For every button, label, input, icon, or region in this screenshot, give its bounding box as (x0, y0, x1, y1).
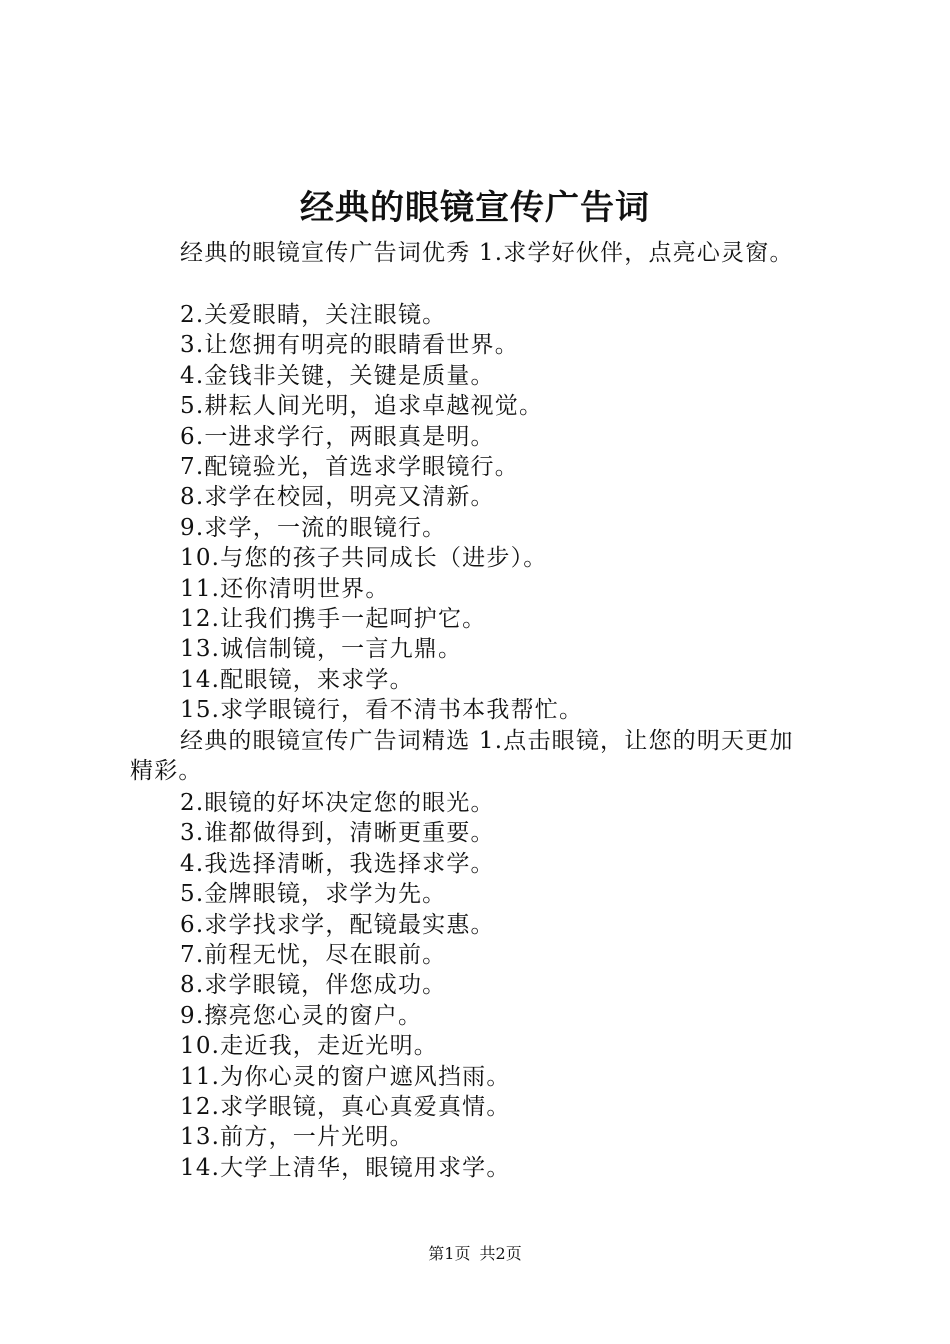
list-item: 7.配镜验光，首选求学眼镜行。 (180, 453, 519, 480)
list-item: 3.谁都做得到，清晰更重要。 (180, 820, 495, 847)
list-item: 6.求学找求学，配镜最实惠。 (180, 911, 495, 938)
list-item: 9.求学，一流的眼镜行。 (180, 514, 447, 541)
list-item: 2.关爱眼睛，关注眼镜。 (180, 302, 447, 328)
list-item: 8.求学在校园，明亮又清新。 (180, 484, 495, 511)
list-item: 14.大学上清华，眼镜用求学。 (180, 1154, 511, 1181)
section2-list (130, 788, 830, 1183)
list-item: 10.与您的孩子共同成长（进步）。 (180, 545, 548, 572)
list-item: 13.前方，一片光明。 (180, 1124, 414, 1151)
list-item: 13.诚信制镜，一言九鼎。 (180, 636, 463, 663)
section2-intro-line1: 经典的眼镜宣传广告词精选 1.点击眼镜，让您的明天更加 (180, 728, 794, 754)
document-title: 经典的眼镜宣传广告词 (300, 188, 650, 228)
list-item: 5.金牌眼镜，求学为先。 (180, 881, 447, 908)
page-total: 共2页 (479, 1244, 522, 1263)
section2-intro-line2: 精彩。 (130, 758, 203, 785)
list-item: 4.金钱非关键，关键是质量。 (180, 362, 495, 389)
list-item: 5.耕耘人间光明，追求卓越视觉。 (180, 393, 544, 420)
page-number: 第1页 (428, 1244, 471, 1263)
list-item: 8.求学眼镜，伴您成功。 (180, 972, 447, 999)
section1-intro-text: 经典的眼镜宣传广告词优秀 1.求学好伙伴，点亮心灵窗。 (180, 240, 794, 266)
list-item: 2.眼镜的好坏决定您的眼光。 (180, 790, 495, 816)
section2-intro (130, 726, 830, 787)
list-item: 4.我选择清晰，我选择求学。 (180, 850, 495, 877)
section1-list (130, 300, 830, 725)
list-item: 12.求学眼镜，真心真爱真情。 (180, 1093, 511, 1120)
list-item: 3.让您拥有明亮的眼睛看世界。 (180, 332, 519, 359)
list-item: 11.为你心灵的窗户遮风挡雨。 (180, 1063, 511, 1090)
list-item: 15.求学眼镜行，看不清书本我帮忙。 (180, 697, 584, 724)
list-item: 14.配眼镜，来求学。 (180, 666, 414, 693)
page-footer (0, 1243, 950, 1265)
list-item: 10.走近我，走近光明。 (180, 1033, 438, 1060)
list-item: 9.擦亮您心灵的窗户。 (180, 1002, 423, 1029)
list-item: 12.让我们携手一起呵护它。 (180, 605, 487, 632)
list-item: 6.一进求学行，两眼真是明。 (180, 423, 495, 450)
list-item: 11.还你清明世界。 (180, 575, 390, 602)
list-item: 7.前程无忧，尽在眼前。 (180, 941, 447, 968)
section1-intro (130, 238, 830, 268)
